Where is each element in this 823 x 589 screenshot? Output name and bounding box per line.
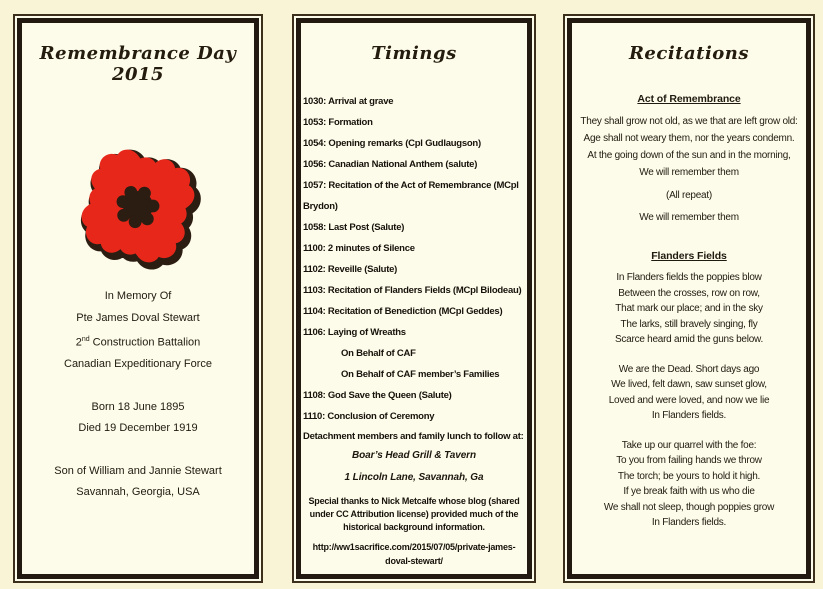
poem-line: In Flanders fields the poppies blow (616, 272, 762, 283)
act-of-remembrance-poem (572, 113, 806, 181)
timing-item: 1104: Recitation of Benediction (MCpl Geddes) (303, 306, 503, 317)
timing-item: 1100: 2 minutes of Silence (303, 243, 415, 254)
timing-item: 1053: Formation (303, 117, 373, 128)
flanders-fields-heading: Flanders Fields (651, 250, 727, 262)
memorial-line-hometown: Savannah, Georgia, USA (76, 486, 200, 499)
memorial-text (22, 286, 254, 504)
memorial-line-born: Born 18 June 1895 (91, 400, 185, 413)
act-refrain-line: We will remember them (639, 212, 739, 223)
memorial-line: In Memory Of (104, 290, 172, 302)
poem-line: If ye break faith with us who die (623, 486, 755, 497)
poem-line: At the going down of the sun and in the morning, (587, 150, 791, 161)
poem-line: Loved and were loved, and now we lie (608, 394, 770, 406)
poem-line: Take up our quarrel with the foe: (621, 439, 757, 451)
timing-subitem: On Behalf of CAF member’s Families (341, 369, 500, 380)
source-url: http://ww1sacrifice.com/2015/07/05/private-james-doval-stewart/ (312, 542, 516, 566)
poem-line: We lived, felt dawn, saw sunset glow, (611, 379, 767, 390)
panel-recitations (563, 14, 815, 583)
memorial-title: Remembrance Day 2015 (39, 43, 237, 85)
timing-item: 1103: Recitation of Flanders Fields (MCpl Bilodeau) (303, 285, 522, 296)
act-of-remembrance-heading: Act of Remembrance (637, 93, 741, 105)
timing-item: 1110: Conclusion of Ceremony (303, 411, 435, 422)
venue-name: Boar’s Head Grill & Tavern (352, 450, 476, 461)
timings-title: Timings (371, 43, 457, 64)
poem-line: In Flanders fields. (651, 517, 727, 528)
flanders-stanza-2 (572, 362, 806, 424)
battalion-rest: Construction Battalion (89, 336, 201, 349)
venue-address: 1 Lincoln Lane, Savannah, Ga (344, 472, 484, 483)
lunch-note: Detachment members and family lunch to follow at: (303, 431, 524, 442)
poem-line: Age shall not weary them, nor the years condemn. (583, 133, 795, 144)
panel-memorial (13, 14, 263, 583)
poem-line: Scarce heard amid the guns below. (615, 334, 763, 345)
memorial-line-battalion (22, 329, 254, 354)
timings-list (301, 91, 527, 427)
timing-item: 1058: Last Post (Salute) (303, 222, 405, 233)
poem-line: They shall grow not old, as we that are left grow old: (580, 116, 798, 127)
panel-memorial-inner (17, 18, 259, 579)
poem-line: To you from failing hands we throw (616, 455, 762, 466)
poem-line: We will remember them (639, 167, 739, 178)
all-repeat-note: (All repeat) (666, 190, 712, 201)
panel-timings (292, 14, 536, 583)
poem-line: Between the crosses, row on row, (618, 287, 760, 299)
memorial-line-name: Pte James Doval Stewart (76, 311, 200, 324)
timing-item: 1030: Arrival at grave (303, 96, 394, 107)
poem-line: That mark our place; and in the sky (615, 303, 763, 314)
timing-item: 1106: Laying of Wreaths (303, 327, 406, 338)
timing-item: 1057: Recitation of the Act of Remembrance (MCpl Brydon) (303, 180, 519, 212)
credit-note: Special thanks to Nick Metcalfe whose blog (shared under CC Attribution license) provided much of the historical background information. (308, 496, 520, 532)
battalion-number: 2 (75, 336, 82, 349)
timing-item: 1108: God Save the Queen (Salute) (303, 390, 452, 401)
poem-line: The larks, still bravely singing, fly (620, 318, 758, 330)
memorial-line-force: Canadian Expeditionary Force (64, 358, 212, 371)
poem-line: We shall not sleep, though poppies grow (603, 501, 775, 513)
timing-item: 1102: Reveille (Salute) (303, 264, 398, 275)
memorial-line-parents: Son of William and Jannie Stewart (54, 464, 222, 477)
poppy-icon (62, 131, 214, 281)
battalion-ordinal-suffix: nd (81, 336, 90, 343)
poem-line: We are the Dead. Short days ago (618, 363, 760, 375)
timing-item: 1054: Opening remarks (Cpl Gudlaugson) (303, 138, 481, 149)
flanders-stanza-1 (572, 270, 806, 348)
flanders-stanza-3 (572, 438, 806, 531)
recitations-title: Recitations (628, 43, 750, 64)
timing-item: 1056: Canadian National Anthem (salute) (303, 159, 478, 170)
poppy-image-container (22, 131, 254, 286)
panel-recitations-inner (567, 18, 811, 579)
poem-line: The torch; be yours to hold it high. (617, 470, 761, 482)
poem-line: In Flanders fields. (651, 410, 727, 421)
timing-subitem: On Behalf of CAF (341, 348, 416, 359)
memorial-line-died: Died 19 December 1919 (78, 422, 198, 435)
panel-timings-inner (296, 18, 532, 579)
